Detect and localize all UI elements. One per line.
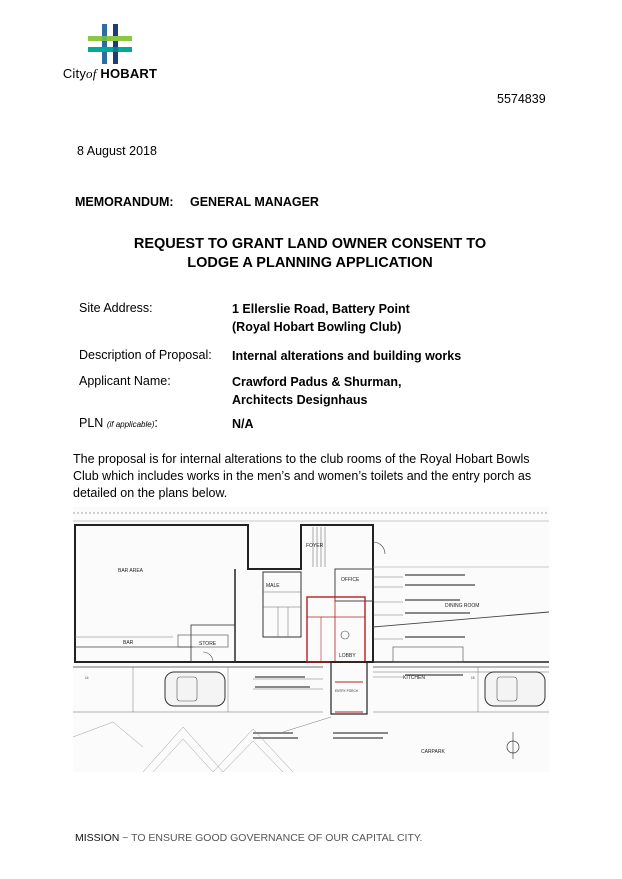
- document-number: 5574839: [497, 92, 546, 106]
- pln-label: PLN (if applicable):: [79, 416, 158, 430]
- title-line-1: REQUEST TO GRANT LAND OWNER CONSENT TO: [133, 236, 487, 252]
- logo-wordmark: Cityof HOBART: [62, 66, 158, 81]
- memo-title: [60, 235, 560, 273]
- plan-label-bay-14: 14: [85, 676, 89, 680]
- site-address-label: Site Address:: [79, 301, 153, 315]
- plan-label-bar-area: BAR AREA: [118, 568, 144, 574]
- mission-footer: MISSION ~ TO ENSURE GOOD GOVERNANCE OF OUR CAPITAL CITY.: [75, 832, 423, 844]
- plan-label-carpark: CARPARK: [421, 749, 445, 755]
- proposal-paragraph: The proposal is for internal alterations to the club rooms of the Royal Hobart Bowls Club which includes works in the men’s and women’s toilets and the entry porch as detailed on the plans below.: [73, 452, 532, 500]
- plan-label-male: MALE: [266, 583, 280, 589]
- plan-label-lobby: LOBBY: [339, 653, 356, 659]
- plan-label-entry-porch: ENTRY PORCH: [335, 689, 359, 693]
- plan-label-kitchen: KITCHEN: [403, 675, 425, 681]
- plan-label-office: OFFICE: [341, 577, 360, 583]
- plan-label-foyer: FOYER: [306, 543, 324, 549]
- hobart-cross-logo-icon: [88, 24, 132, 64]
- description-value: Internal alterations and building works: [232, 349, 462, 363]
- applicant-value: [232, 373, 401, 409]
- site-address-line-1: 1 Ellerslie Road, Battery Point: [232, 302, 410, 316]
- city-logo: [60, 24, 160, 82]
- memo-label: MEMORANDUM:: [75, 195, 174, 209]
- site-address-value: [232, 300, 410, 336]
- applicant-line-1: Crawford Padus & Shurman,: [232, 375, 402, 389]
- memo-recipient: GENERAL MANAGER: [190, 195, 319, 209]
- title-line-2: LODGE A PLANNING APPLICATION: [187, 255, 433, 271]
- floor-plan-svg: [73, 507, 549, 772]
- plan-label-bar: BAR: [123, 640, 134, 646]
- floor-plan-drawing: [73, 507, 549, 772]
- plan-label-dining-room: DINING ROOM: [445, 603, 480, 609]
- applicant-label: Applicant Name:: [79, 374, 171, 388]
- pln-value: N/A: [232, 417, 254, 431]
- plan-label-bay-15: 15: [471, 676, 475, 680]
- memo-date: 8 August 2018: [77, 144, 157, 158]
- plan-label-store: STORE: [199, 641, 217, 647]
- description-label: Description of Proposal:: [79, 348, 212, 362]
- site-address-line-2: (Royal Hobart Bowling Club): [232, 320, 402, 334]
- applicant-line-2: Architects Designhaus: [232, 393, 368, 407]
